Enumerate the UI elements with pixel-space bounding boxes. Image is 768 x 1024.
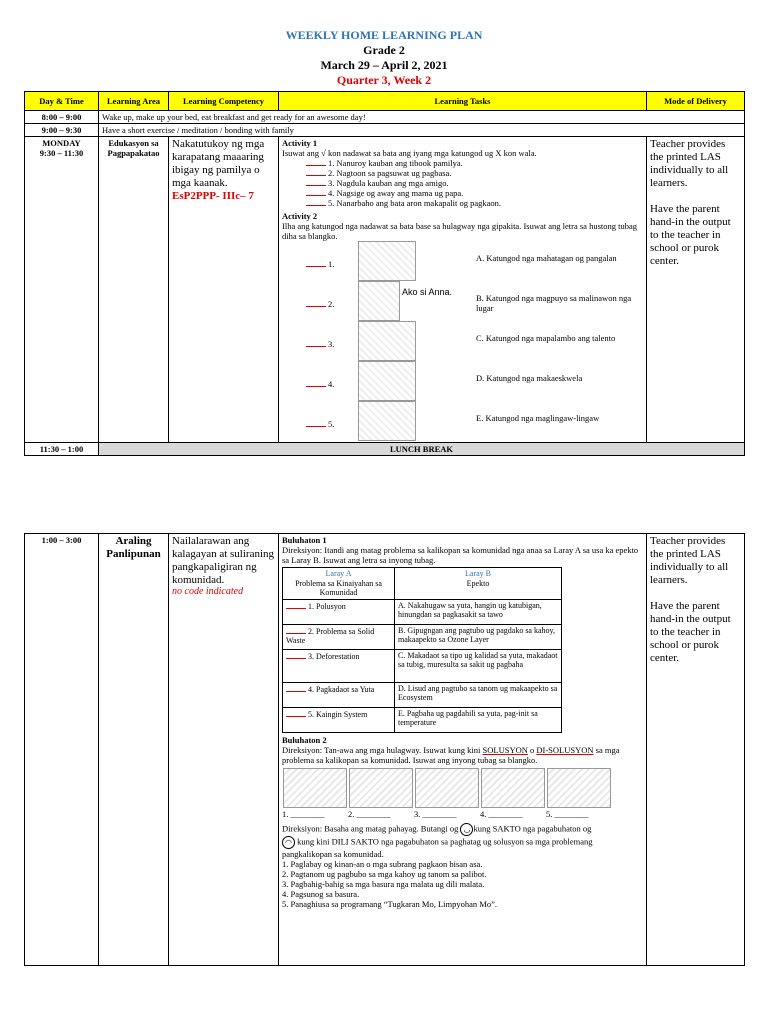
- answer-blank[interactable]: [286, 651, 306, 659]
- table-row: 5. Kaingin System E. Pagbaha ug pagdahili sa yuta, pag-init sa temperature: [283, 707, 562, 732]
- column-b-header: Laray B Epekto: [395, 568, 562, 600]
- table-row: 1. Polusyon A. Nakahugaw sa yuta, hangin ug katubigan, hinungdan sa pagkasakit sa tawo: [283, 599, 562, 624]
- answer-blank[interactable]: [306, 178, 326, 186]
- scene-picture-3: [415, 768, 479, 808]
- buluhaton-2-title: Buluhaton 2: [282, 734, 327, 745]
- choice-text: A. Katungod nga mahatagan og pangalan: [476, 253, 617, 263]
- scene-label[interactable]: 5. ________: [546, 808, 589, 819]
- activity-1-title: Activity 1: [282, 138, 318, 148]
- answer-number: 4.: [306, 379, 334, 389]
- competency-code: EsP2PPP- IIIc– 7: [172, 190, 254, 202]
- picture-item: [282, 321, 643, 361]
- scene-pictures: [282, 767, 643, 819]
- answer-blank[interactable]: [306, 158, 326, 166]
- classroom-picture: [358, 321, 416, 361]
- choice-text: B. Katungod nga magpuyo sa malinawon nga lugar: [476, 293, 632, 313]
- playing-children-picture: [358, 361, 416, 401]
- list-item: 5. Panaghiusa sa programang “Tugkaran Mo, Limpyohan Mo”.: [282, 898, 497, 909]
- table-row-monday: [25, 137, 745, 443]
- answer-blank[interactable]: [306, 188, 326, 196]
- plan-table-morning: [24, 91, 745, 456]
- list-item: 3. Pagbahig-bahig sa mga basura nga malata ug dili malata.: [282, 878, 485, 889]
- scene-picture-2: [349, 768, 413, 808]
- list-item: 4. Pagsunog sa basura.: [282, 888, 360, 899]
- quarter-label: Quarter 3, Week 2: [336, 73, 432, 87]
- list-item: 2. Nagtoon sa pagsuwat ug pagbasa.: [282, 168, 643, 178]
- list-item: 5. Nanarbaho ang bata aron makapalit og pagkaon.: [282, 198, 643, 208]
- mode-of-delivery-cell: [647, 137, 745, 443]
- answer-blank[interactable]: [306, 168, 326, 176]
- choice-text: C. Katungod nga mapalambo ang talento: [476, 333, 616, 343]
- activity-1-directions: Isuwat ang √ kon nadawat sa bata ang iyang mga katungod ug X kon wala.: [282, 148, 537, 158]
- col-header-mode-of-delivery: Mode of Delivery: [647, 92, 745, 111]
- mode-of-delivery-cell: [647, 534, 745, 966]
- row-time: 9:00 – 9:30: [25, 124, 99, 137]
- answer-blank[interactable]: [286, 684, 306, 692]
- competency-cell: [169, 534, 279, 966]
- col-header-learning-tasks: Learning Tasks: [279, 92, 647, 111]
- scene-label[interactable]: 1. ________: [282, 808, 325, 819]
- col-header-learning-area: Learning Area: [99, 92, 169, 111]
- answer-blank[interactable]: [286, 709, 306, 717]
- table-row-lunch: [25, 443, 745, 456]
- buluhaton-3-directions: Direksiyon: Basaha ang matag pahayag. Butangi og ◡ kung SAKTO nga pagabuhaton og ◠ kung kini DILI SAKTO nga pagabuhaton sa paghatag ug solusyon sa mga problemang pangkalikopan sa komunidad.: [282, 822, 593, 859]
- table-row: 4. Pagkadaot sa Yuta D. Lisud ang pagtubo sa tanom ug makaapekto sa Ecosystem: [283, 682, 562, 707]
- answer-blank[interactable]: [306, 259, 326, 267]
- table-row: [25, 124, 745, 137]
- answer-number: 2.: [306, 299, 334, 309]
- lunch-time: 11:30 – 1:00: [25, 443, 99, 456]
- matching-table: [282, 567, 562, 733]
- day-label: MONDAY: [42, 138, 81, 148]
- buluhaton-1-directions: Direksiyon: Itandi ang matag problema sa kalikopan sa komunidad nga anaa sa Laray A sa usa ka epekto sa Laray B. Isuwat ang letra sa inyong tubag.: [282, 545, 639, 565]
- competency-text: Nailalarawan ang kalagayan at suliraning pangkapaligiran ng komunidad.: [172, 535, 275, 586]
- scene-label[interactable]: 3. ________: [414, 808, 457, 819]
- col-header-day-time: Day & Time: [25, 92, 99, 111]
- answer-number: 3.: [306, 339, 334, 349]
- time-label: 9:30 – 11:30: [39, 148, 84, 158]
- answer-blank[interactable]: [306, 198, 326, 206]
- column-a-header: Laray A Problema sa Kinaiyahan sa Komunidad: [283, 568, 395, 600]
- table-row: [25, 111, 745, 124]
- table-row: 3. Deforestation C. Makadaot sa tipo ug kalidad sa yuta, makadaot sa tubig, muresulta sa sakit ug pagbaha: [283, 649, 562, 682]
- competency-cell: [169, 137, 279, 443]
- learning-area-cell: Araling Panlipunan: [99, 534, 169, 966]
- mode-text-2: Have the parent hand-in the output to the teacher in school or purok center.: [650, 203, 731, 267]
- sad-face-icon: ◠: [282, 836, 295, 849]
- plan-header: [0, 28, 768, 88]
- competency-text: Nakatutukoy ng mga karapatang maaaring ibigay ng pamilya o mga kaanak.: [172, 138, 265, 189]
- learning-area-cell: Edukasyon sa Pagpapakatao: [99, 137, 169, 443]
- date-range: March 29 – April 2, 2021: [320, 58, 448, 72]
- scene-label[interactable]: 4. ________: [480, 808, 523, 819]
- answer-blank[interactable]: [286, 626, 306, 634]
- buluhaton-1-title: Buluhaton 1: [282, 535, 327, 545]
- answer-number: 5.: [306, 419, 334, 429]
- dancing-children-picture: [358, 401, 416, 441]
- row-task: Have a short exercise / meditation / bonding with family: [99, 124, 745, 137]
- choice-text: D. Katungod nga makaeskwela: [476, 373, 583, 383]
- table-row-araling-panlipunan: [25, 534, 745, 966]
- mode-text-2: Have the parent hand-in the output to the teacher in school or purok center.: [650, 600, 731, 664]
- mode-text: Teacher provides the printed LAS individually to all learners.: [650, 138, 729, 189]
- answer-blank[interactable]: [306, 379, 326, 387]
- picture-item: [282, 241, 643, 281]
- smile-face-icon: ◡: [460, 823, 473, 836]
- answer-number: 1.: [306, 259, 334, 269]
- table-row: 2. Problema sa Solid Waste B. Gipugngan ang pagtubo ug pagdako sa kahoy, makaapekto sa Ozone Layer: [283, 624, 562, 649]
- answer-blank[interactable]: [306, 419, 326, 427]
- choice-text: E. Katungod nga maglingaw-lingaw: [476, 413, 600, 423]
- row-time: 8:00 – 9:00: [25, 111, 99, 124]
- girl-picture: [358, 281, 400, 321]
- answer-blank[interactable]: [306, 339, 326, 347]
- list-item: 3. Nagdula kauban ang mga amigo.: [282, 178, 643, 188]
- scene-picture-4: [481, 768, 545, 808]
- activity-2-title: Activity 2: [282, 211, 318, 221]
- list-item: 2. Pagtanom ug pagbubo sa mga kahoy ug tanom sa palibot.: [282, 868, 487, 879]
- plan-title: WEEKLY HOME LEARNING PLAN: [285, 28, 483, 42]
- learning-tasks-cell: [279, 534, 647, 966]
- buluhaton-2-directions: Direksiyon: Tan-awa ang mga hulagway. Isuwat kung kini SOLUSYON o DI-SOLUSYON sa mga problema sa kalikopan sa komunidad. Isuwat ang inyong tubag sa blangko.: [282, 744, 620, 765]
- day-time-cell: [25, 137, 99, 443]
- activity-2-directions: Ilha ang katungod nga nadawat sa bata base sa hulagway nga gipakita. Isuwat ang letra sa hustong tubag diha sa blangko.: [282, 221, 637, 241]
- lunch-break-label: LUNCH BREAK: [99, 443, 745, 456]
- mode-text: Teacher provides the printed LAS individually to all learners.: [650, 535, 729, 586]
- picture-item: [282, 401, 643, 441]
- scene-label[interactable]: 2. ________: [348, 808, 391, 819]
- answer-blank[interactable]: [286, 601, 306, 609]
- list-item: 4. Nagsige og away ang mama ug papa.: [282, 188, 643, 198]
- plan-table-afternoon: [24, 533, 745, 966]
- family-picture: [358, 241, 416, 281]
- picture-item: [282, 281, 643, 321]
- grade-label: Grade 2: [363, 43, 405, 57]
- list-item: 1. Nanuroy kauban ang tibook pamilya.: [282, 158, 643, 168]
- col-header-learning-competency: Learning Competency: [169, 92, 279, 111]
- learning-tasks-cell: [279, 137, 647, 443]
- speech-text: Ako si Anna.: [402, 287, 453, 297]
- scene-picture-1: [283, 768, 347, 808]
- answer-blank[interactable]: [306, 299, 326, 307]
- scene-picture-5: [547, 768, 611, 808]
- picture-item: [282, 361, 643, 401]
- competency-code: no code indicated: [172, 586, 244, 597]
- time-label: 1:00 – 3:00: [25, 534, 99, 966]
- list-item: 1. Paglabay og kinan-an o mga subrang pagkaon bisan asa.: [282, 858, 483, 869]
- row-task: Wake up, make up your bed, eat breakfast and get ready for an awesome day!: [99, 111, 745, 124]
